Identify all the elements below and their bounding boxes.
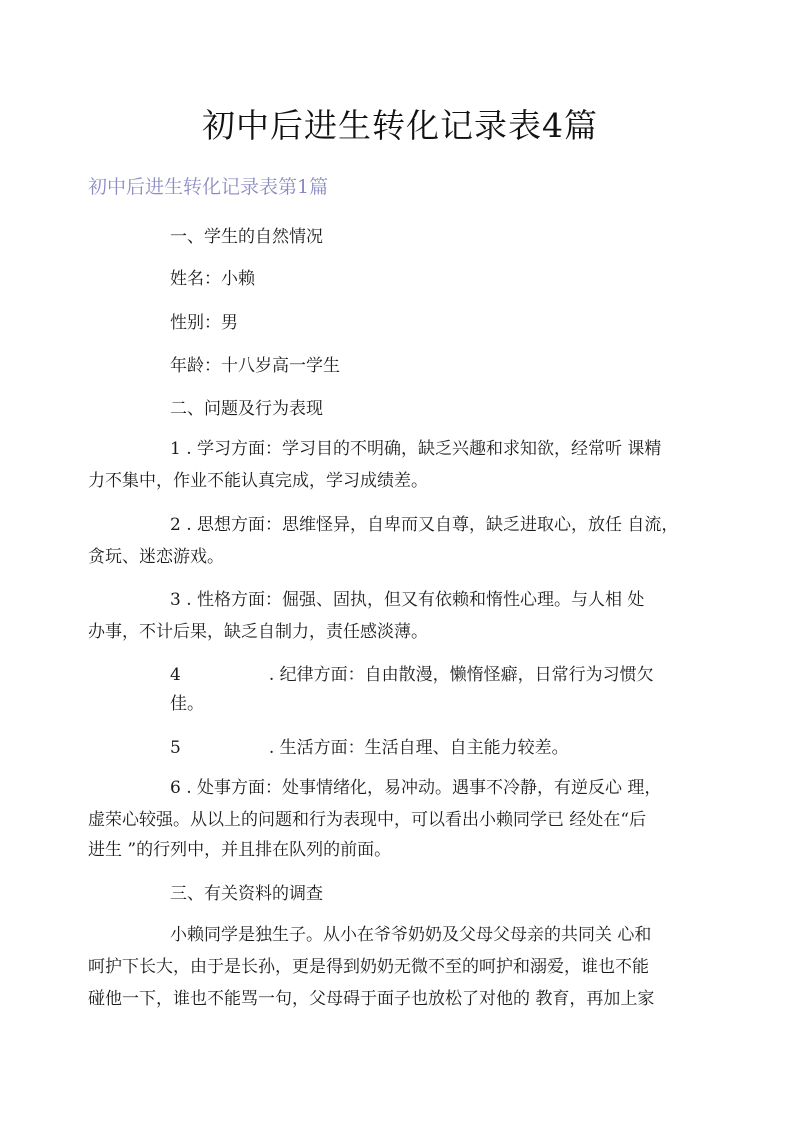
item3-line2: 办事，不计后果，缺乏自制力，责任感淡薄。: [88, 622, 428, 642]
para3-line1: 小赖同学是独生子。从小在爷爷奶奶及父母父母亲的共同关 心和: [170, 925, 652, 945]
item5-text: . 生活方面：生活自理、自主能力较差。: [268, 738, 569, 758]
age-line: 年龄：十八岁高一学生: [170, 356, 340, 376]
section2-heading: 二、问题及行为表现: [170, 399, 323, 419]
item6-line1: 6 . 处事方面：处事情绪化，易冲动。遇事不冷静，有逆反心 理，: [170, 778, 662, 798]
document-title: 初中后进生转化记录表4篇: [202, 106, 598, 145]
para3-line2: 呵护下长大，由于是长孙，更是得到奶奶无微不至的呵护和溺爱，谁也不能: [88, 957, 649, 977]
item2-line1: 2 . 思想方面：思维怪异，自卑而又自尊，缺乏进取心，放任 自流，: [170, 515, 679, 535]
item4-text: . 纪律方面：自由散漫，懒惰怪癖，日常行为习惯欠: [268, 665, 654, 685]
item6-line2: 虚荣心较强。从以上的问题和行为表现中，可以看出小赖同学已 经处在“后: [88, 810, 647, 830]
document-subtitle: 初中后进生转化记录表第1篇: [88, 176, 329, 198]
item2-line2: 贪玩、迷恋游戏。: [88, 547, 224, 567]
section1-heading: 一、学生的自然情况: [170, 227, 323, 247]
item6-line3: 进生 ”的行列中，并且排在队列的前面。: [88, 840, 392, 860]
name-line: 姓名：小赖: [170, 269, 255, 289]
item3-line1: 3 . 性格方面：倔强、固执，但又有依赖和惰性心理。与人相 处: [170, 590, 645, 610]
para3-line3: 碰他一下，谁也不能骂一句，父母碍于面子也放松了对他的 教育，再加上家: [88, 989, 655, 1009]
gender-line: 性别：男: [170, 313, 238, 333]
item4-line2: 佳。: [170, 694, 204, 714]
item1-line2: 力不集中，作业不能认真完成，学习成绩差。: [88, 471, 428, 491]
item4-number: 4: [170, 665, 181, 685]
item1-line1: 1 . 学习方面：学习目的不明确，缺乏兴趣和求知欲，经常听 课精: [170, 439, 662, 459]
item5-line: [170, 733, 569, 758]
item4-line1: [170, 660, 654, 685]
section3-heading: 三、有关资料的调查: [170, 884, 323, 904]
item5-number: 5: [170, 738, 181, 758]
